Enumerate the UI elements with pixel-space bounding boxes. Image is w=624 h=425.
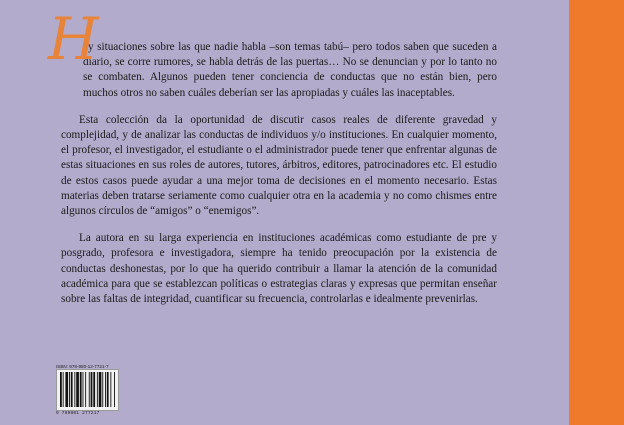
drop-cap: H [48, 5, 99, 73]
book-spine [569, 0, 624, 425]
barcode-number: 9 789801 277217 [56, 411, 100, 416]
paragraph-3: La autora en su larga experiencia en instituciones académicas como estudiante de pre y posgrado, profesora e investigadora, siempre ha tenido preocupación por la existencia de conductas deshonestas, por lo que ha querido contribuir a llamar la atención de la comunidad académica para que se establezcan políticas o estrategias claras y expresas que permitan enseñar sobre las faltas de integridad, cuantificar su frecuencia, controlarlas e idealmente prevenirlas. [61, 232, 497, 306]
paragraph-1 [48, 5, 497, 101]
barcode [56, 369, 119, 411]
isbn-label: ISBN: 978-980-12-7721-7 [56, 364, 109, 369]
paragraph-2: Esta colección da la oportunidad de discutir casos reales de diferente gravedad y complejidad, y de analizar las conductas de individuos y/o instituciones. En cualquier momento, el profesor, el investigador, el estudiante o el administrador puede tener que enfrentar algunas de estas situaciones en sus roles de autores, tutores, árbitros, editores, patrocinadores etc. El estudio de estos casos puede ayudar a una mejor toma de decisiones en el momento necesario. Estas materias deben tratarse seriamente como cualquier otra en la academia y no como chismes entre algunos círculos de “amigos” o “enemigos”. [61, 113, 497, 218]
synopsis-text [48, 5, 497, 319]
paragraph-1-text: ay situaciones sobre las que nadie habla –son temas tabú– pero todos saben que suceden a diario, se corre rumores, se habla detrás de las puertas… No se denuncian y por lo tanto no se combaten. Algunos pueden tener conciencia de conductas que no están bien, pero muchos otros no saben cuáles deberían ser las apropiadas y cuáles las inaceptables. [83, 41, 497, 99]
barcode-bars [57, 370, 118, 410]
